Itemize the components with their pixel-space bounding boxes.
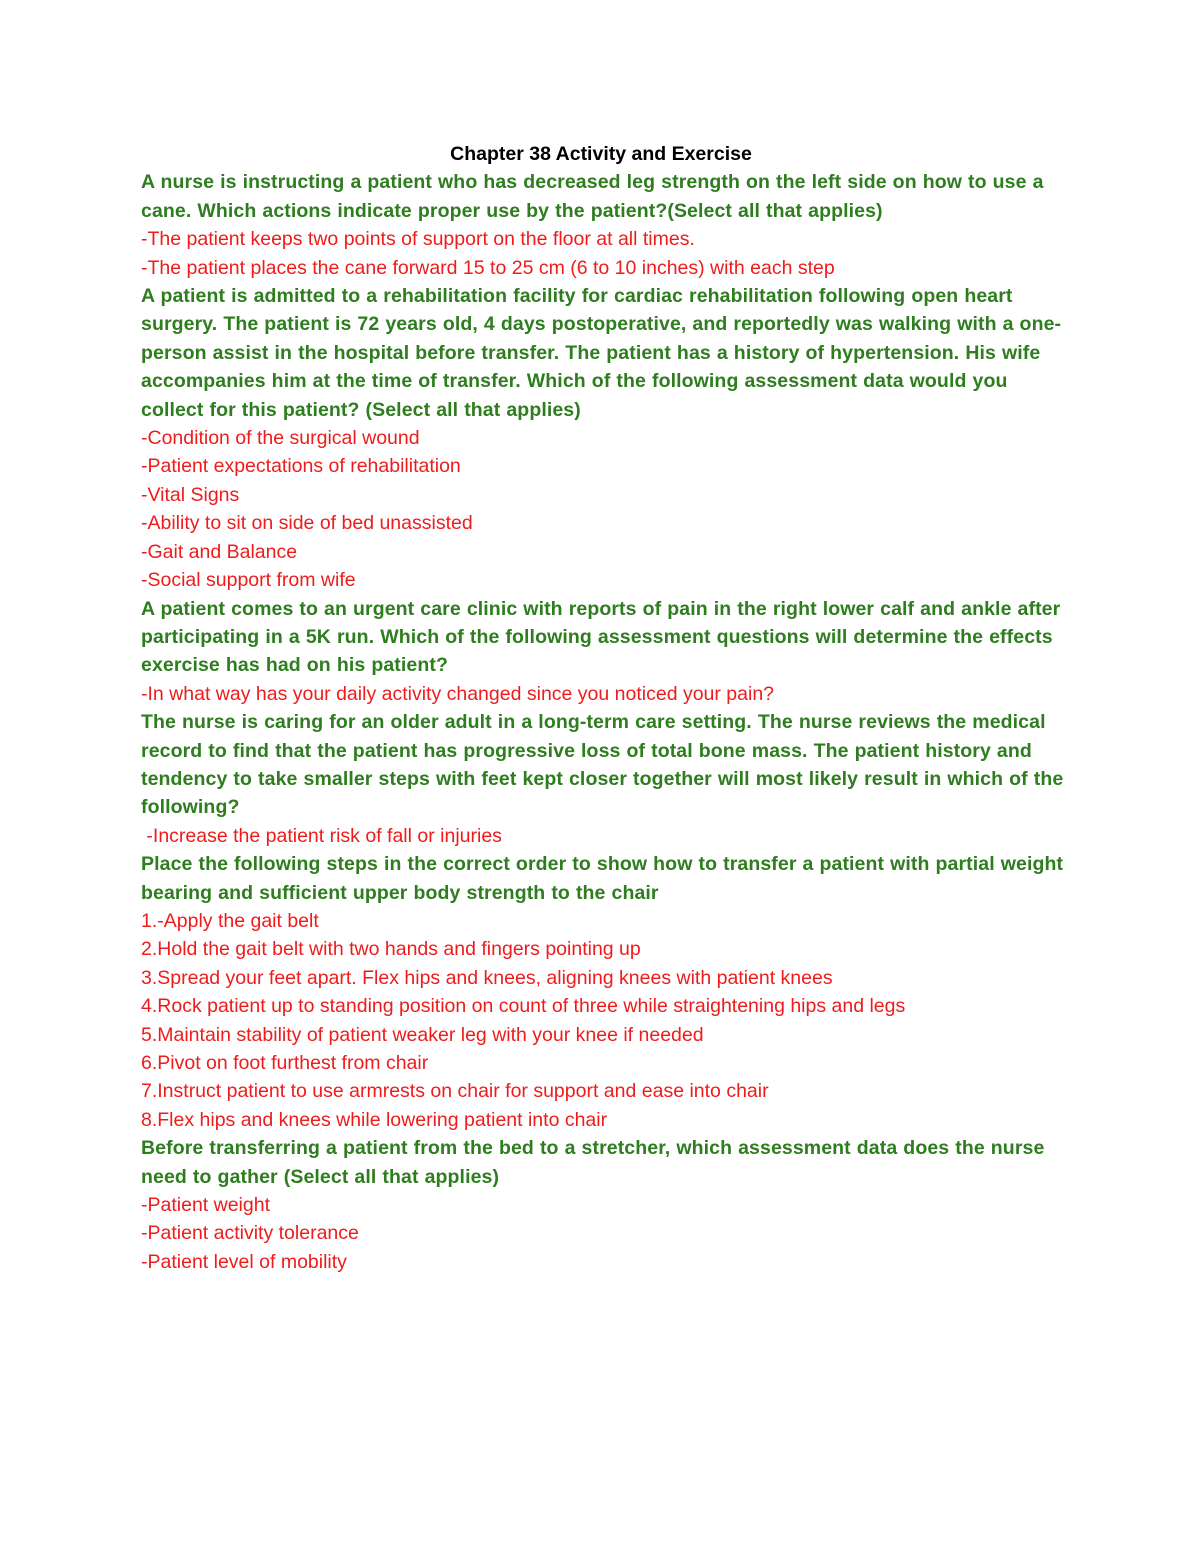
question-block-1: [141, 168, 1071, 282]
question-text: A nurse is instructing a patient who has decreased leg strength on the left side on how to use a cane. Which actions indicate proper use by the patient?(Select all that applies): [141, 171, 1044, 222]
step-line: 7.Instruct patient to use armrests on chair for support and ease into chair: [141, 1080, 769, 1103]
answer-line: -In what way has your daily activity changed since you noticed your pain?: [141, 682, 775, 705]
answer-line: -Condition of the surgical wound: [141, 427, 420, 450]
question-block-4: [141, 708, 1071, 850]
step-line: 6.Pivot on foot furthest from chair: [141, 1052, 429, 1074]
answer-line: -Social support from wife: [141, 569, 356, 592]
question-block-2: [141, 282, 1071, 594]
step-line: 2.Hold the gait belt with two hands and fingers pointing up: [141, 938, 641, 961]
step-line: 8.Flex hips and knees while lowering patient into chair: [141, 1108, 608, 1131]
answer-line: -Vital Signs: [141, 483, 240, 506]
answer-line: -Increase the patient risk of fall or injuries: [141, 824, 502, 847]
document-page: [141, 140, 1071, 1276]
step-line: 1.-Apply the gait belt: [141, 909, 319, 932]
question-text: Place the following steps in the correct order to show how to transfer a patient with partial weight bearing and sufficient upper body strength to the chair: [141, 853, 1064, 904]
question-text: The nurse is caring for an older adult in a long-term care setting. The nurse reviews the medical record to find that the patient has progressive loss of total bone mass. The patient history and tendency to take smaller steps with feet kept closer together will most likely result in which of the following?: [141, 711, 1064, 819]
question-block-6: [141, 1134, 1071, 1276]
answer-line: -The patient keeps two points of support on the floor at all times.: [141, 228, 695, 251]
answer-line: -Ability to sit on side of bed unassisted: [141, 512, 473, 535]
question-text: A patient is admitted to a rehabilitation facility for cardiac rehabilitation following open heart surgery. The patient is 72 years old, 4 days postoperative, and reportedly was walking with a one-person assist in the hospital before transfer. The patient has a history of hypertension. His wife accompanies him at the time of transfer. Which of the following assessment data would you collect for this patient? (Select all that applies): [141, 285, 1062, 421]
document-title: Chapter 38 Activity and Exercise: [450, 143, 752, 165]
step-line: 5.Maintain stability of patient weaker leg with your knee if needed: [141, 1023, 704, 1046]
answer-line: -Patient activity tolerance: [141, 1222, 359, 1245]
question-text: A patient comes to an urgent care clinic with reports of pain in the right lower calf and ankle after participating in a 5K run. Which of the following assessment questions will determine the effects exercise has had on his patient?: [141, 597, 1061, 677]
step-line: 4.Rock patient up to standing position on count of three while straightening hips and legs: [141, 995, 906, 1018]
question-text: Before transferring a patient from the bed to a stretcher, which assessment data does the nurse need to gather (Select all that applies): [141, 1137, 1045, 1188]
answer-line: -Patient weight: [141, 1194, 270, 1217]
answer-line: -Patient level of mobility: [141, 1250, 347, 1273]
question-block-5: [141, 850, 1071, 1134]
answer-line: -Patient expectations of rehabilitation: [141, 455, 461, 478]
answer-line: -The patient places the cane forward 15 to 25 cm (6 to 10 inches) with each step: [141, 256, 835, 279]
question-block-3: [141, 595, 1071, 709]
answer-line: -Gait and Balance: [141, 540, 298, 563]
step-line: 3.Spread your feet apart. Flex hips and knees, aligning knees with patient knees: [141, 966, 833, 989]
